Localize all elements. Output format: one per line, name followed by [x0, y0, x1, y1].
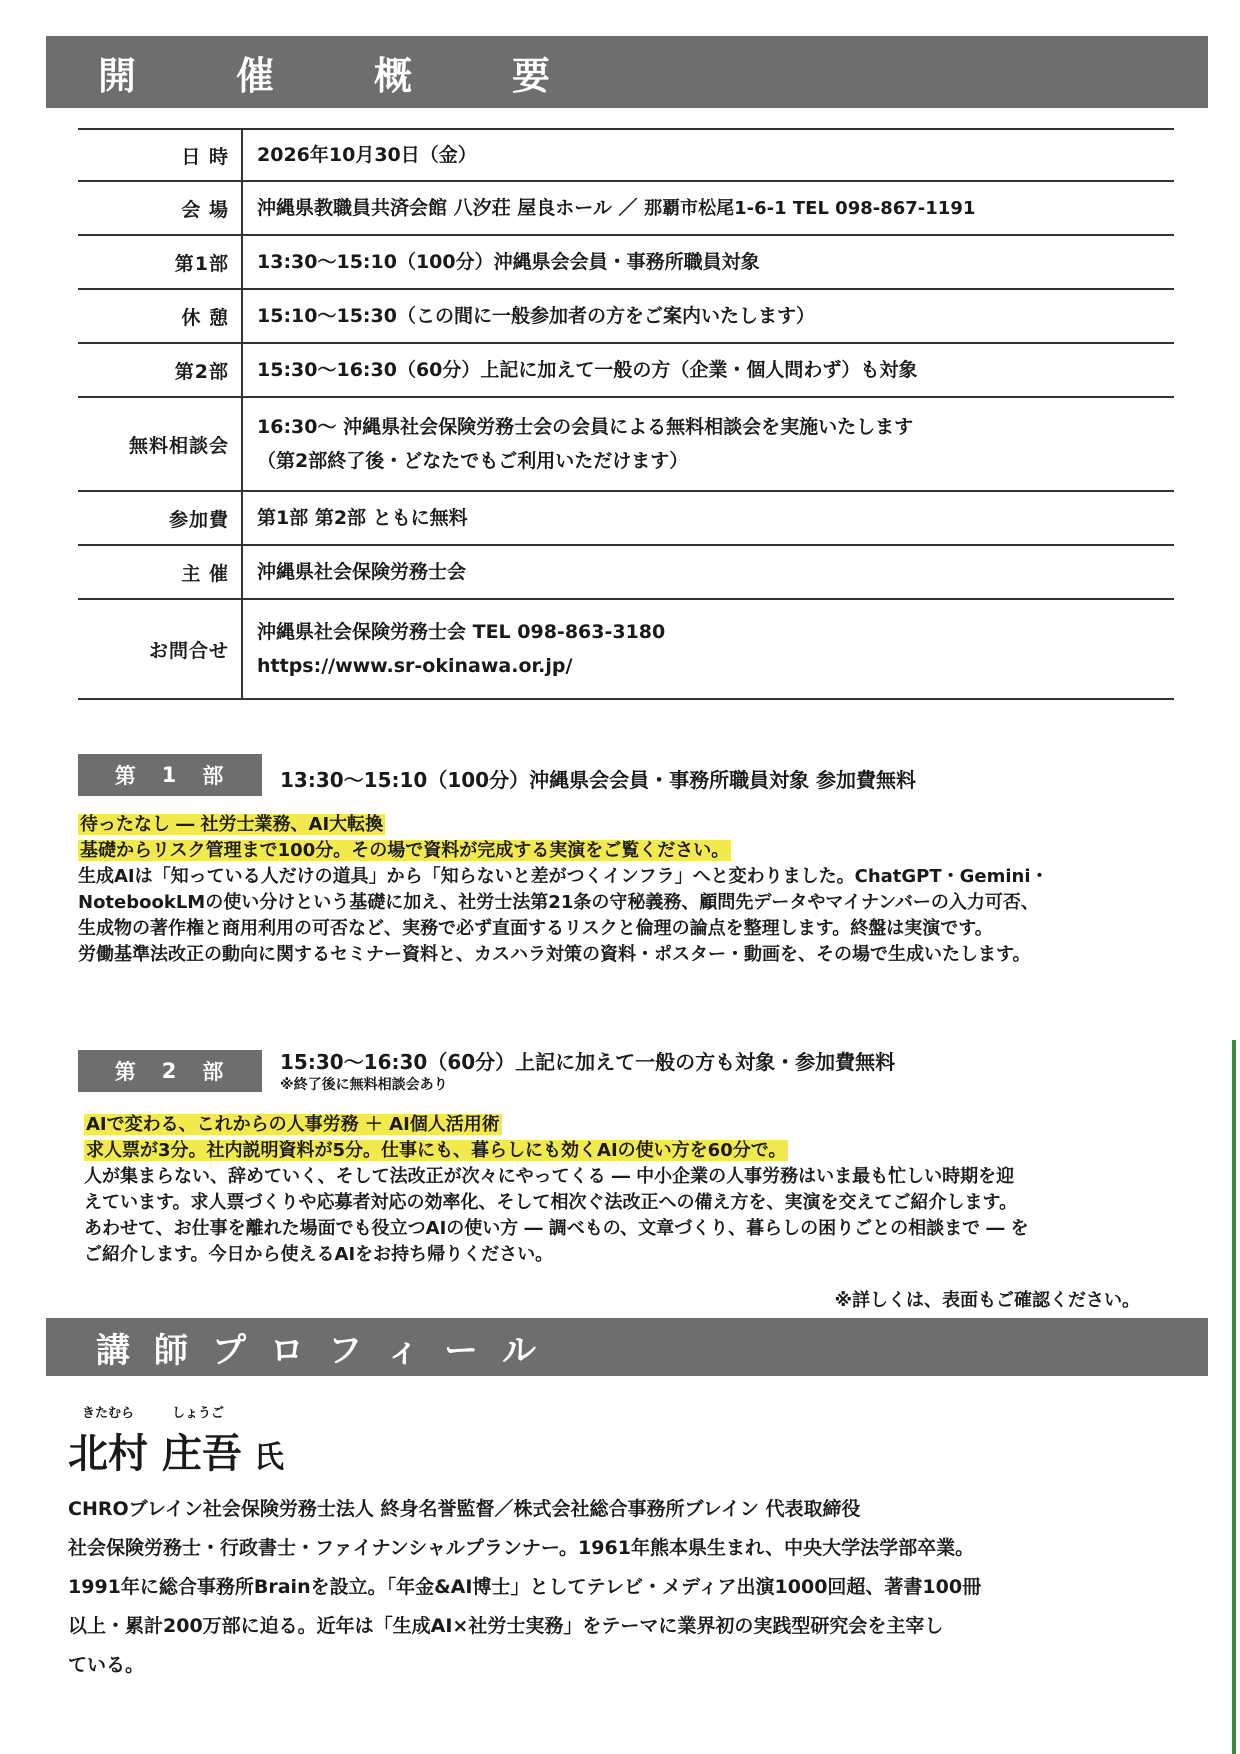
speaker-name-text: 北村 庄吾 — [68, 1431, 242, 1477]
part1-body-line: NotebookLMの使い分けという基礎に加え、社労士法第21条の守秘義務、顧問先データやマイナンバーの入力可否、 — [78, 892, 1039, 913]
table-row — [78, 235, 1174, 289]
table-row — [78, 545, 1174, 599]
part1-description — [78, 812, 1178, 968]
row-label: 第2部 — [78, 343, 242, 397]
profile-title-char: プ — [212, 1330, 246, 1371]
part2-body-line: ご紹介します。今日から使えるAIをお持ち帰りください。 — [84, 1244, 554, 1265]
table-row — [78, 181, 1174, 235]
profile-header — [46, 1318, 1208, 1376]
profile-title-char: ー — [444, 1330, 478, 1371]
profile-title-char: ィ — [386, 1330, 420, 1371]
overview-table — [78, 128, 1174, 700]
table-row — [78, 129, 1174, 181]
bio-line: 1991年に総合事務所Brainを設立。「年金&AI博士」としてテレビ・メディア出演1000回超、著書100冊 — [68, 1576, 982, 1598]
row-value — [242, 599, 1174, 699]
part2-heading: 15:30～16:30（60分）上記に加えて一般の方も対象・参加費無料 — [280, 1050, 896, 1074]
consultation-line-2: （第2部終了後・どなたでもご利用いただけます） — [257, 450, 689, 472]
row-label: 主 催 — [78, 545, 242, 599]
row-label: 休 憩 — [78, 289, 242, 343]
part1-label — [78, 754, 262, 796]
part1-highlight-subtitle: 基礎からリスク管理まで100分。その場で資料が完成する実演をご覧ください。 — [80, 840, 730, 861]
bio-line: 社会保険労務士・行政書士・ファイナンシャルプランナー。1961年熊本県生まれ、中央大学法学部卒業。 — [68, 1537, 975, 1559]
profile-title-char: ル — [502, 1330, 536, 1371]
part2-body-line: あわせて、お仕事を離れた場面でも役立つAIの使い方 ― 調べもの、文章づくり、暮らしの困りごとの相談まで ― を — [84, 1218, 1029, 1239]
speaker-honorific: 氏 — [253, 1440, 284, 1475]
part1-body-line: 生成AIは「知っている人だけの道具」から「知らないと差がつくインフラ」へと変わりました。ChatGPT・Gemini・ — [78, 866, 1049, 887]
bio-line: 以上・累計200万部に迫る。近年は「生成AI×社労士実務」をテーマに業界初の実践型研究会を主宰し — [68, 1615, 944, 1637]
name-ruby-family: きたむら — [82, 1406, 135, 1421]
overview-title-char: 開 — [98, 53, 137, 98]
speaker-bio — [68, 1490, 1178, 1685]
profile-title-char: 師 — [154, 1330, 188, 1371]
profile-title-char: ロ — [270, 1330, 304, 1371]
row-value: 沖縄県社会保険労務士会 — [257, 561, 467, 583]
overview-header — [46, 36, 1208, 108]
part2-label-char: 第 — [114, 1060, 138, 1084]
part1-label-char: 第 — [114, 764, 138, 788]
part2-description — [84, 1112, 1184, 1268]
see-front-note: ※詳しくは、表面もご確認ください。 — [834, 1290, 1140, 1311]
table-row — [78, 491, 1174, 545]
part2-label-char: 2 — [161, 1059, 179, 1083]
part2-highlight-subtitle: 求人票が3分。社内説明資料が5分。仕事にも、暮らしにも効くAIの使い方を60分で。 — [86, 1140, 787, 1161]
part1-highlight-title: 待ったなし ― 社労士業務、AI大転換 — [80, 814, 384, 835]
part2-label-char: 部 — [202, 1060, 226, 1084]
speaker-name — [68, 1422, 284, 1479]
part1-label-char: 部 — [202, 764, 226, 788]
row-value: 13:30～15:10（100分）沖縄県会会員・事務所職員対象 — [257, 251, 760, 273]
contact-url: https://www.sr-okinawa.or.jp/ — [257, 655, 573, 677]
part1-heading: 13:30～15:10（100分）沖縄県会会員・事務所職員対象 参加費無料 — [280, 768, 917, 792]
profile-title-char: 講 — [96, 1330, 130, 1371]
profile-title-char: フ — [328, 1330, 362, 1371]
row-label: 参加費 — [78, 491, 242, 545]
consultation-line-1: 16:30～ 沖縄県社会保険労務士会の会員による無料相談会を実施いたします — [257, 416, 914, 438]
row-value: 2026年10月30日（金） — [257, 144, 477, 166]
row-value: 15:30～16:30（60分）上記に加えて一般の方（企業・個人問わず）も対象 — [257, 359, 918, 381]
name-ruby-given: しょうご — [172, 1406, 225, 1421]
row-value — [242, 181, 1174, 235]
row-label: 無料相談会 — [78, 397, 242, 491]
overview-title-char: 催 — [236, 53, 275, 98]
table-row — [78, 397, 1174, 491]
part2-note: ※終了後に無料相談会あり — [280, 1077, 448, 1093]
venue-address: 那覇市松尾1-6-1 TEL 098-867-1191 — [644, 197, 976, 219]
row-value: 15:10～15:30（この間に一般参加者の方をご案内いたします） — [257, 305, 815, 327]
row-value — [242, 397, 1174, 491]
part1-label-char: 1 — [161, 763, 179, 787]
part1-body-line: 生成物の著作権と商用利用の可否など、実務で必ず直面するリスクと倫理の論点を整理します。終盤は実演です。 — [78, 918, 993, 939]
part2-highlight-title: AIで変わる、これからの人事労務 ＋ AI個人活用術 — [86, 1114, 500, 1135]
bio-line: CHROブレイン社会保険労務士法人 終身名誉監督／株式会社総合事務所ブレイン 代表取締役 — [68, 1498, 861, 1520]
overview-title-char: 要 — [512, 53, 551, 98]
part2-body-line: 人が集まらない、辞めていく、そして法改正が次々にやってくる ― 中小企業の人事労務はいま最も忙しい時期を迎 — [84, 1166, 1015, 1187]
row-label: 日 時 — [78, 129, 242, 181]
part1-body-line: 労働基準法改正の動向に関するセミナー資料と、カスハラ対策の資料・ポスター・動画を、その場で生成いたします。 — [78, 944, 1031, 965]
bio-line: ている。 — [68, 1654, 145, 1676]
table-row — [78, 599, 1174, 699]
table-row — [78, 289, 1174, 343]
row-label: 会 場 — [78, 181, 242, 235]
row-label: 第1部 — [78, 235, 242, 289]
table-row — [78, 343, 1174, 397]
scan-edge-line — [1232, 1040, 1236, 1754]
contact-line: 沖縄県社会保険労務士会 TEL 098-863-3180 — [257, 621, 666, 643]
venue-name: 沖縄県教職員共済会館 八汐荘 屋良ホール ／ — [257, 196, 638, 219]
row-value: 第1部 第2部 ともに無料 — [257, 507, 468, 529]
part2-label — [78, 1050, 262, 1092]
row-label: お問合せ — [78, 599, 242, 699]
part2-body-line: えています。求人票づくりや応募者対応の効率化、そして相次ぐ法改正への備え方を、実演を交えてご紹介します。 — [84, 1192, 1018, 1213]
overview-title-char: 概 — [374, 53, 413, 98]
